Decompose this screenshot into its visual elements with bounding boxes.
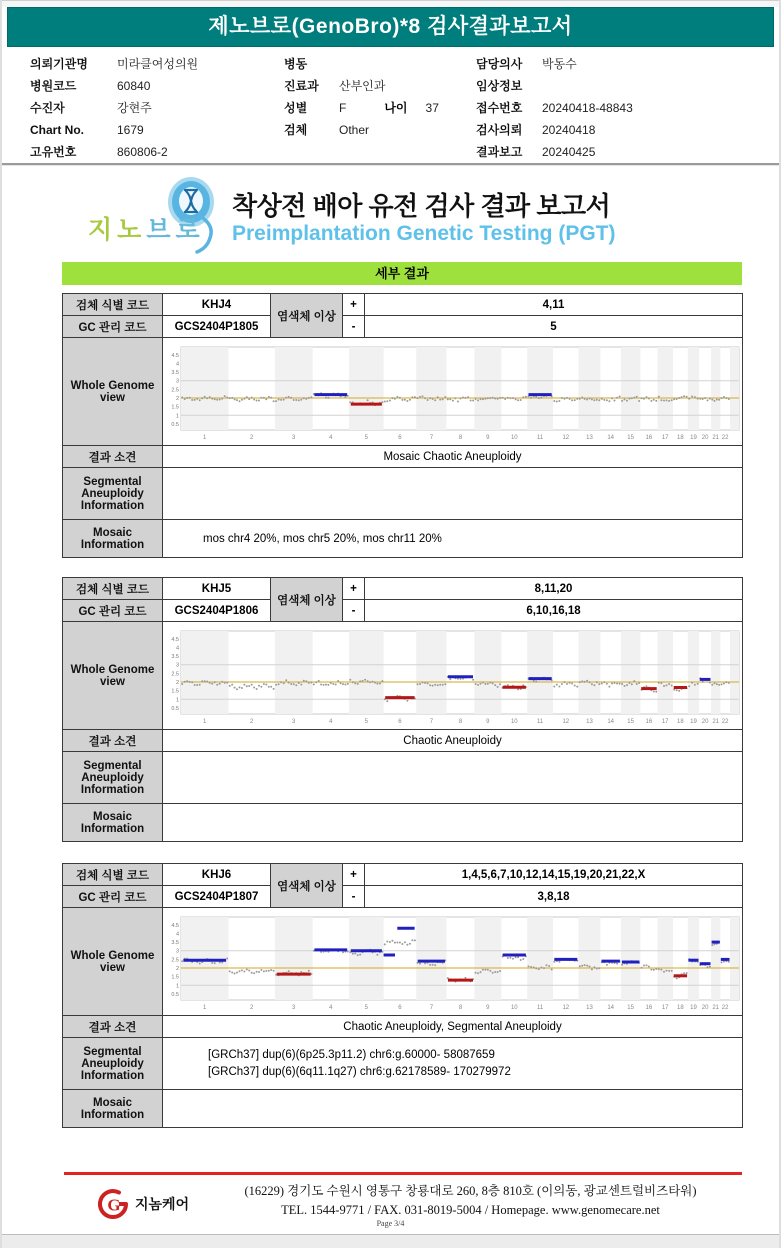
svg-text:3: 3 <box>292 434 296 441</box>
info-row <box>284 97 439 119</box>
result-value: Chaotic Aneuploidy <box>163 730 743 752</box>
field-label: 진료과 <box>284 79 319 93</box>
patient-info-col2 <box>284 53 439 141</box>
svg-text:21: 21 <box>712 718 720 725</box>
svg-text:1.5: 1.5 <box>171 688 179 695</box>
svg-text:1: 1 <box>175 412 179 419</box>
svg-text:1.5: 1.5 <box>171 974 179 981</box>
svg-text:5: 5 <box>364 718 368 725</box>
svg-text:1: 1 <box>203 718 207 725</box>
svg-text:1.5: 1.5 <box>171 404 179 411</box>
field-value: 60840 <box>117 79 151 93</box>
svg-text:6: 6 <box>398 434 402 441</box>
svg-text:21: 21 <box>712 434 720 441</box>
segmental-info-line: [GRCh37] dup(6)(6p25.3p11.2) chr6:g.60000- 58087659 <box>208 1049 495 1062</box>
sample-table <box>62 863 743 1128</box>
field-value: 20240418-48843 <box>542 101 633 115</box>
label-chromosome-abnormality: 염색체 이상 <box>271 294 343 338</box>
plus-sign: + <box>343 294 365 316</box>
label-segmental: Segmental Aneuploidy Information <box>63 1038 163 1090</box>
logo-text-blue: 브로 <box>146 216 205 244</box>
svg-text:3.5: 3.5 <box>171 939 179 946</box>
label-gc-code: GC 관리 코드 <box>63 886 163 908</box>
report-title-bar: 제노브로(GenoBro)*8 검사결과보고서 <box>7 7 774 47</box>
field-label: 병동 <box>284 57 308 71</box>
label-chromosome-abnormality: 염색체 이상 <box>271 578 343 622</box>
svg-text:4.5: 4.5 <box>171 636 179 643</box>
mosaic-info-value: mos chr4 20%, mos chr5 20%, mos chr11 20% <box>163 520 743 558</box>
label-result: 결과 소견 <box>63 446 163 468</box>
field-value: 강현주 <box>117 101 152 115</box>
sample-code-value: KHJ5 <box>163 578 271 600</box>
plus-sign: + <box>343 578 365 600</box>
label-sample-code: 검체 식별 코드 <box>63 578 163 600</box>
svg-text:20: 20 <box>701 718 709 725</box>
svg-text:3.5: 3.5 <box>171 653 179 660</box>
svg-text:2: 2 <box>175 395 179 402</box>
svg-text:20: 20 <box>701 1004 709 1011</box>
label-sample-code: 검체 식별 코드 <box>63 294 163 316</box>
svg-text:17: 17 <box>661 1004 669 1011</box>
info-row <box>30 97 198 119</box>
field-value: 860806-2 <box>117 145 168 159</box>
svg-text:8: 8 <box>458 434 463 441</box>
svg-text:16: 16 <box>645 718 653 725</box>
result-value: Mosaic Chaotic Aneuploidy <box>163 446 743 468</box>
info-row <box>284 75 439 97</box>
field-value: F <box>339 101 347 115</box>
svg-text:8: 8 <box>458 1004 463 1011</box>
svg-text:16: 16 <box>645 434 653 441</box>
label-chromosome-abnormality: 염색체 이상 <box>271 864 343 908</box>
svg-text:1: 1 <box>203 1004 207 1011</box>
info-row <box>476 119 633 141</box>
patient-info-col1 <box>30 53 198 163</box>
loss-chromosomes: 6,10,16,18 <box>365 600 743 622</box>
gc-code-value: GCS2404P1805 <box>163 316 271 338</box>
svg-text:12: 12 <box>562 718 570 725</box>
svg-text:5: 5 <box>364 434 368 441</box>
svg-text:3: 3 <box>175 662 179 669</box>
field-label: 접수번호 <box>476 101 523 115</box>
info-row <box>30 75 198 97</box>
svg-text:4.5: 4.5 <box>171 922 179 929</box>
mosaic-info-value <box>163 1090 743 1128</box>
svg-text:20: 20 <box>701 434 709 441</box>
page-bottom-margin <box>2 1234 779 1248</box>
info-row <box>284 119 439 141</box>
svg-text:3: 3 <box>292 1004 296 1011</box>
label-result: 결과 소견 <box>63 1016 163 1038</box>
info-row <box>476 97 633 119</box>
footer-address-block <box>202 1182 739 1221</box>
svg-text:4: 4 <box>329 434 333 441</box>
sample-code-value: KHJ6 <box>163 864 271 886</box>
minus-sign: - <box>343 600 365 622</box>
svg-text:G: G <box>107 1195 121 1215</box>
sample-table <box>62 293 743 558</box>
svg-text:10: 10 <box>510 1004 518 1011</box>
gain-chromosomes: 1,4,5,6,7,10,12,14,15,19,20,21,22,X <box>365 864 743 886</box>
svg-text:21: 21 <box>712 1004 720 1011</box>
svg-text:7: 7 <box>429 1004 434 1011</box>
sample-table <box>62 577 743 842</box>
segmental-info-value <box>163 1038 743 1090</box>
brand-header <box>2 178 779 260</box>
svg-text:3.5: 3.5 <box>171 369 179 376</box>
whole-genome-chart <box>164 913 742 1013</box>
svg-text:8: 8 <box>458 718 463 725</box>
svg-text:14: 14 <box>607 1004 615 1011</box>
svg-text:19: 19 <box>690 1004 697 1011</box>
svg-text:13: 13 <box>586 434 593 441</box>
gc-code-value: GCS2404P1806 <box>163 600 271 622</box>
svg-text:22: 22 <box>721 1004 729 1011</box>
sample-code-value: KHJ4 <box>163 294 271 316</box>
label-gc-code: GC 관리 코드 <box>63 600 163 622</box>
svg-text:14: 14 <box>607 718 615 725</box>
segmental-info-value <box>163 468 743 520</box>
sample-block-khj5 <box>62 577 743 842</box>
patient-info-section <box>2 53 779 163</box>
label-gc-code: GC 관리 코드 <box>63 316 163 338</box>
report-title-korean: 착상전 배아 유전 검사 결과 보고서 <box>232 191 611 221</box>
field-value: 20240425 <box>542 145 596 159</box>
info-row <box>476 141 633 163</box>
svg-text:22: 22 <box>721 434 729 441</box>
field-value: Other <box>339 123 370 137</box>
gain-chromosomes: 8,11,20 <box>365 578 743 600</box>
svg-text:1: 1 <box>203 434 207 441</box>
field-value: 37 <box>425 101 439 115</box>
minus-sign: - <box>343 316 365 338</box>
label-mosaic: Mosaic Information <box>63 520 163 558</box>
svg-text:4: 4 <box>175 360 179 367</box>
field-value: 1679 <box>117 123 144 137</box>
info-row <box>476 75 633 97</box>
field-label: 결과보고 <box>476 145 523 159</box>
field-value: 20240418 <box>542 123 596 137</box>
page-number: Page 3/4 <box>376 1219 405 1228</box>
label-mosaic: Mosaic Information <box>63 1090 163 1128</box>
genomecare-g-icon <box>96 1187 130 1221</box>
mosaic-info-value <box>163 804 743 842</box>
svg-text:10: 10 <box>510 434 518 441</box>
plus-sign: + <box>343 864 365 886</box>
chart-cell <box>163 908 743 1016</box>
footer-rule <box>64 1172 742 1175</box>
svg-text:4: 4 <box>175 644 179 651</box>
svg-text:1: 1 <box>175 982 179 989</box>
svg-text:18: 18 <box>677 718 684 725</box>
svg-text:2.5: 2.5 <box>171 670 179 677</box>
field-value: 산부인과 <box>339 79 386 93</box>
field-label: 임상정보 <box>476 79 523 93</box>
label-whole-genome-view: Whole Genome view <box>63 338 163 446</box>
result-value: Chaotic Aneuploidy, Segmental Aneuploidy <box>163 1016 743 1038</box>
svg-text:19: 19 <box>690 718 697 725</box>
svg-text:2: 2 <box>250 434 254 441</box>
field-label: 검사의뢰 <box>476 123 523 137</box>
chart-cell <box>163 622 743 730</box>
info-row <box>476 53 633 75</box>
label-whole-genome-view: Whole Genome view <box>63 622 163 730</box>
info-row <box>30 119 198 141</box>
report-title-english: Preimplantation Genetic Testing (PGT) <box>232 222 616 245</box>
svg-text:2: 2 <box>250 718 254 725</box>
svg-text:15: 15 <box>627 718 634 725</box>
svg-text:4: 4 <box>329 1004 333 1011</box>
svg-text:2.5: 2.5 <box>171 956 179 963</box>
page-top-margin <box>2 0 779 7</box>
label-mosaic: Mosaic Information <box>63 804 163 842</box>
segmental-info-value <box>163 752 743 804</box>
svg-text:9: 9 <box>486 1004 490 1011</box>
svg-text:2: 2 <box>175 679 179 686</box>
svg-text:15: 15 <box>627 1004 634 1011</box>
svg-text:4: 4 <box>329 718 333 725</box>
svg-text:9: 9 <box>486 434 490 441</box>
svg-text:6: 6 <box>398 718 402 725</box>
label-segmental: Segmental Aneuploidy Information <box>63 752 163 804</box>
field-label: 성별 <box>284 101 308 115</box>
chart-cell <box>163 338 743 446</box>
loss-chromosomes: 3,8,18 <box>365 886 743 908</box>
footer-contact: TEL. 1544-9771 / FAX. 031-8019-5004 / Homepage. www.genomecare.net <box>281 1203 660 1218</box>
info-row <box>284 53 439 75</box>
genobro-logo <box>88 176 228 260</box>
info-row <box>30 53 198 75</box>
field-label: 검체 <box>284 123 308 137</box>
field-label: 고유번호 <box>30 145 77 159</box>
svg-text:2.5: 2.5 <box>171 386 179 393</box>
field-label: Chart No. <box>30 123 84 137</box>
svg-text:17: 17 <box>661 718 669 725</box>
segmental-info-line: [GRCh37] dup(6)(6q11.1q27) chr6:g.62178589- 170279972 <box>208 1065 511 1078</box>
whole-genome-chart <box>164 627 742 727</box>
svg-text:1: 1 <box>175 696 179 703</box>
svg-text:11: 11 <box>536 434 544 441</box>
svg-text:10: 10 <box>510 718 518 725</box>
section-header-detail-results: 세부 결과 <box>62 262 742 285</box>
label-sample-code: 검체 식별 코드 <box>63 864 163 886</box>
loss-chromosomes: 5 <box>365 316 743 338</box>
svg-text:12: 12 <box>562 434 570 441</box>
svg-text:12: 12 <box>562 1004 570 1011</box>
minus-sign: - <box>343 886 365 908</box>
field-label: 의뢰기관명 <box>30 57 88 71</box>
svg-text:7: 7 <box>429 434 434 441</box>
svg-text:3: 3 <box>292 718 296 725</box>
info-row <box>30 141 198 163</box>
footer-address: (16229) 경기도 수원시 영통구 창룡대로 260, 8층 810호 (이의동, 광교센트럴비즈타워) <box>244 1184 697 1198</box>
svg-text:22: 22 <box>721 718 729 725</box>
genomecare-logo <box>96 1187 189 1221</box>
svg-text:0.5: 0.5 <box>171 991 179 998</box>
section-divider <box>2 163 779 166</box>
field-label: 수진자 <box>30 101 65 115</box>
svg-text:18: 18 <box>677 1004 684 1011</box>
svg-text:3: 3 <box>175 378 179 385</box>
label-whole-genome-view: Whole Genome view <box>63 908 163 1016</box>
svg-text:13: 13 <box>586 718 593 725</box>
svg-text:2: 2 <box>250 1004 254 1011</box>
field-value: 미라클여성의원 <box>117 57 199 71</box>
svg-text:5: 5 <box>364 1004 368 1011</box>
field-value: 박동수 <box>542 57 577 71</box>
svg-text:17: 17 <box>661 434 669 441</box>
svg-text:4: 4 <box>175 930 179 937</box>
svg-text:19: 19 <box>690 434 697 441</box>
sample-block-khj4 <box>62 293 743 558</box>
svg-text:18: 18 <box>677 434 684 441</box>
gc-code-value: GCS2404P1807 <box>163 886 271 908</box>
svg-text:6: 6 <box>398 1004 402 1011</box>
svg-text:3: 3 <box>175 948 179 955</box>
svg-text:2: 2 <box>175 965 179 972</box>
label-result: 결과 소견 <box>63 730 163 752</box>
svg-text:16: 16 <box>645 1004 653 1011</box>
patient-info-col3 <box>476 53 633 163</box>
svg-text:0.5: 0.5 <box>171 705 179 712</box>
svg-text:7: 7 <box>429 718 434 725</box>
field-label: 담당의사 <box>476 57 523 71</box>
svg-text:11: 11 <box>536 1004 544 1011</box>
svg-text:14: 14 <box>607 434 615 441</box>
field-label: 나이 <box>384 101 408 115</box>
whole-genome-chart <box>164 343 742 443</box>
genomecare-company-name: 지놈케어 <box>135 1196 190 1212</box>
svg-text:15: 15 <box>627 434 634 441</box>
svg-text:0.5: 0.5 <box>171 421 179 428</box>
gain-chromosomes: 4,11 <box>365 294 743 316</box>
label-segmental: Segmental Aneuploidy Information <box>63 468 163 520</box>
svg-text:4.5: 4.5 <box>171 352 179 359</box>
svg-text:11: 11 <box>536 718 544 725</box>
field-label: 병원코드 <box>30 79 77 93</box>
svg-text:9: 9 <box>486 718 490 725</box>
logo-wordmark <box>88 210 205 246</box>
sample-block-khj6 <box>62 863 743 1128</box>
svg-text:13: 13 <box>586 1004 593 1011</box>
logo-text-green: 지노 <box>88 216 147 244</box>
